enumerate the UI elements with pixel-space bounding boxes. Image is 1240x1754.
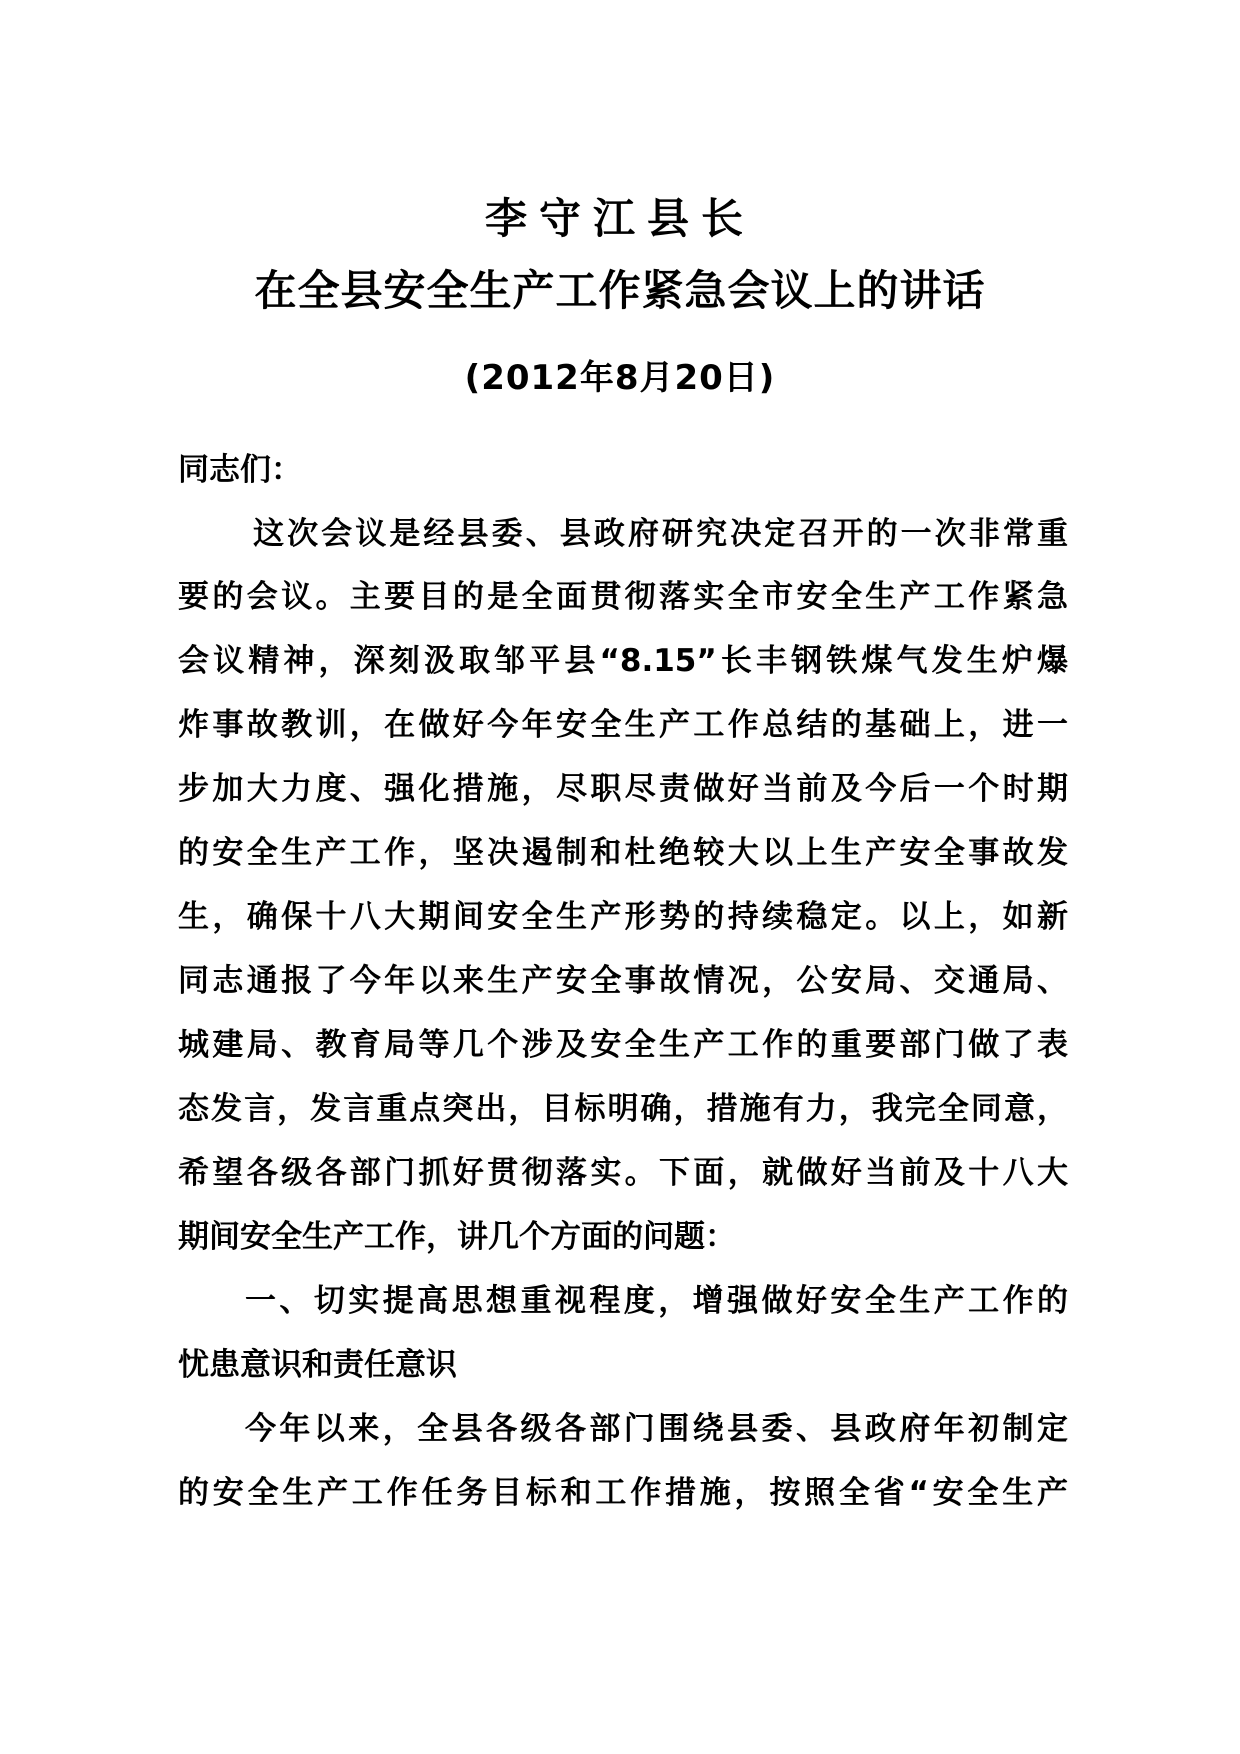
salutation: 同志们： xyxy=(178,452,302,488)
speech-date: (2012年8月20日) xyxy=(464,358,776,398)
section-heading-line: 一、切实提高思想重视程度，增强做好安全生产工作的 xyxy=(245,1283,1068,1319)
paragraph-line: 会议精神，深刻汲取邹平县“8.15”长丰钢铁煤气发生炉爆 xyxy=(178,643,1068,679)
paragraph-line: 要的会议。主要目的是全面贯彻落实全市安全生产工作紧急 xyxy=(178,579,1068,615)
speaker-title: 李守江县长 xyxy=(484,194,755,243)
paragraph-line: 步加大力度、强化措施，尽职尽责做好当前及今后一个时期 xyxy=(178,771,1068,807)
section-heading-line: 忧患意识和责任意识 xyxy=(178,1347,457,1383)
paragraph-line: 今年以来，全县各级各部门围绕县委、县政府年初制定 xyxy=(245,1411,1068,1447)
paragraph-line: 城建局、教育局等几个涉及安全生产工作的重要部门做了表 xyxy=(178,1027,1068,1063)
paragraph-line: 的安全生产工作，坚决遏制和杜绝较大以上生产安全事故发 xyxy=(178,835,1068,871)
paragraph-line: 希望各级各部门抓好贯彻落实。下面，就做好当前及十八大 xyxy=(178,1155,1068,1191)
speech-title: 在全县安全生产工作紧急会议上的讲话 xyxy=(254,266,986,315)
paragraph-line: 生，确保十八大期间安全生产形势的持续稳定。以上，如新 xyxy=(178,899,1068,935)
paragraph-line: 这次会议是经县委、县政府研究决定召开的一次非常重 xyxy=(253,516,1068,552)
paragraph-line: 的安全生产工作任务目标和工作措施，按照全省“安全生产 xyxy=(178,1475,1068,1511)
paragraph-line: 炸事故教训，在做好今年安全生产工作总结的基础上，进一 xyxy=(178,707,1068,743)
paragraph-line: 同志通报了今年以来生产安全事故情况，公安局、交通局、 xyxy=(178,963,1068,999)
paragraph-line: 期间安全生产工作，讲几个方面的问题： xyxy=(178,1219,736,1255)
paragraph-line: 态发言，发言重点突出，目标明确，措施有力，我完全同意， xyxy=(178,1091,1068,1127)
